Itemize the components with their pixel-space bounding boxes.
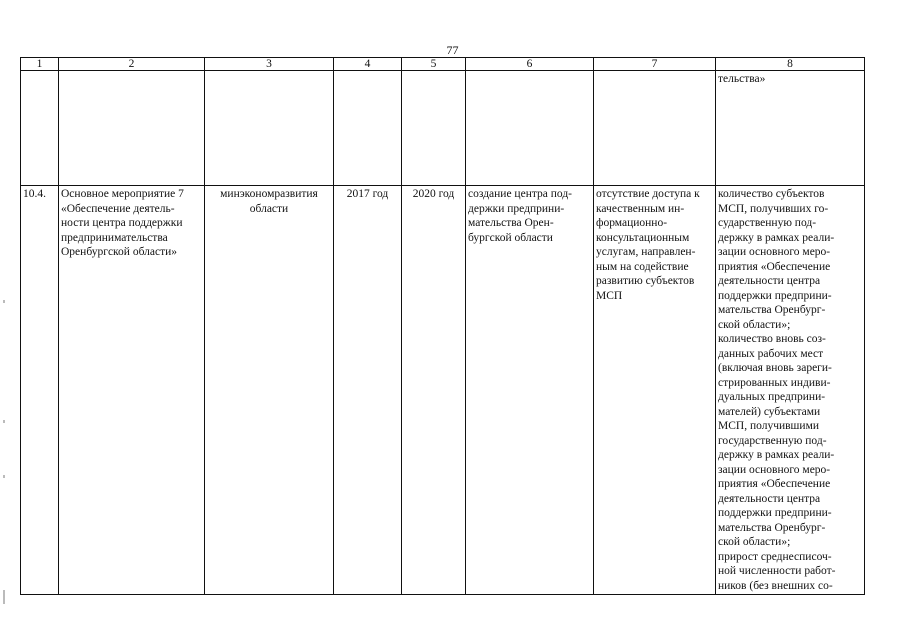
scan-mark <box>3 420 5 423</box>
column-number: 6 <box>466 58 594 71</box>
column-number: 1 <box>21 58 59 71</box>
scan-mark <box>3 475 5 478</box>
indicator-continuation: тельства» <box>716 71 865 186</box>
activities-table <box>20 57 865 595</box>
expected-result: создание центра под- держки предприни- мательства Орен- бургской области <box>466 186 594 595</box>
item-number: 10.4. <box>21 186 59 595</box>
page-number: 77 <box>446 43 459 57</box>
column-number: 5 <box>402 58 466 71</box>
table-cell <box>59 71 205 186</box>
start-year: 2017 год <box>334 186 402 595</box>
responsible-executor: минэкономразвития области <box>205 186 334 595</box>
table-row <box>21 186 865 595</box>
table-cell <box>334 71 402 186</box>
consequences-of-non-implementation: отсутствие доступа к качественным ин- формационно- консультационным услугам, направлен- ным на содействие развитию субъектов МСП <box>594 186 716 595</box>
column-number: 7 <box>594 58 716 71</box>
column-number: 8 <box>716 58 865 71</box>
table-cell <box>466 71 594 186</box>
scan-mark <box>3 590 5 604</box>
activity-name: Основное мероприятие 7 «Обеспечение деятель- ности центра поддержки предпринимательства Оренбургской области» <box>59 186 205 595</box>
target-indicators: количество субъектов МСП, получивших го- сударственную под- держку в рамках реали- зации основного меро- приятия «Обеспечение деятельности центра поддержки предприни- мательства Оренбург- ской области»; количество вновь соз- данных рабочих мест (включая вновь зареги- стрированных индиви- дуальных предприни- мателей) субъектами МСП, получившими государственную под- держку в рамках реали- зации основного меро- приятия «Обеспечение деятельности центра поддержки предприни- мательства Оренбург- ской области»; прирост среднесписоч- ной численности работ- ников (без внешних со- <box>716 186 865 595</box>
end-year: 2020 год <box>402 186 466 595</box>
table-cell <box>594 71 716 186</box>
column-number: 2 <box>59 58 205 71</box>
scan-mark <box>3 300 5 303</box>
column-number: 4 <box>334 58 402 71</box>
column-number-row <box>21 58 865 71</box>
table-cell <box>205 71 334 186</box>
continuation-row <box>21 71 865 186</box>
column-number: 3 <box>205 58 334 71</box>
table-cell <box>402 71 466 186</box>
table-cell <box>21 71 59 186</box>
